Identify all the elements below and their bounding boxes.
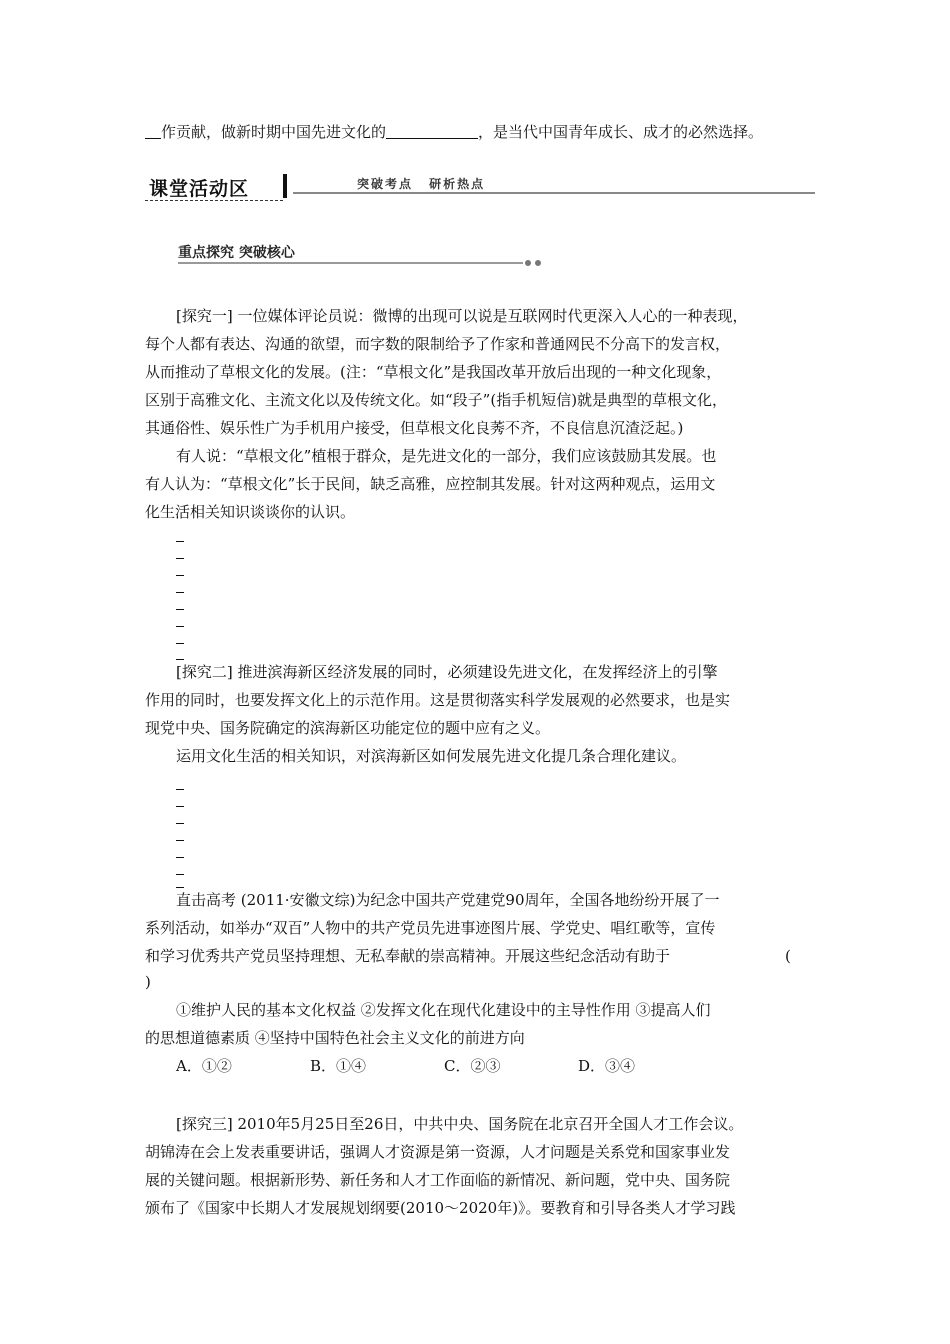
explore3-line: 胡锦涛在会上发表重要讲话，强调人才资源是第一资源，人才问题是关系党和国家事业发 (145, 1143, 731, 1161)
answer-blank-line[interactable] (176, 592, 184, 593)
explore1-line: 其通俗性、娱乐性广为手机用户接受，但草根文化良莠不齐，不良信息沉渣泛起。) (145, 419, 684, 437)
answer-blank-line[interactable] (176, 823, 184, 824)
section-subtitle: 突破考点 研析热点 (357, 177, 486, 191)
bullet-dot-icon (525, 260, 531, 266)
bullet-dot-icon (535, 260, 541, 266)
banner-divider (283, 174, 287, 198)
exam-line (145, 942, 815, 970)
exam-line: 系列活动，如举办“双百”人物中的共产党员先进事迹图片展、学党史、唱红歌等，宣传 (145, 919, 716, 937)
option-d[interactable]: D．③④ (578, 1057, 636, 1075)
exam-statement: 的思想道德素质 ④坚持中国特色社会主义文化的前进方向 (145, 1029, 525, 1047)
explore3-line: 颁布了《国家中长期人才发展规划纲要(2010～2020年)》。要教育和引导各类人才学习践 (145, 1199, 736, 1217)
explore1-question-line: 化生活相关知识谈谈你的认识。 (145, 503, 356, 521)
top-line-suffix: ，是当代中国青年成长、成才的必然选择。 (478, 123, 764, 141)
banner-underline (145, 200, 283, 201)
answer-blank-line[interactable] (176, 789, 184, 790)
section-title: 课堂活动区 (149, 178, 250, 200)
answer-paren-open[interactable]: ( (785, 947, 791, 965)
sub-heading (178, 240, 548, 270)
option-b[interactable]: B．①④ (310, 1057, 367, 1075)
option-c[interactable]: C．②③ (444, 1057, 501, 1075)
answer-blank-line[interactable] (176, 643, 184, 644)
sub-heading-rule (178, 262, 523, 264)
top-line-prefix: 作贡献，做新时期中国先进文化的 (161, 123, 387, 141)
explore1-line: [探究一] 一位媒体评论员说：微博的出现可以说是互联网时代更深入人心的一种表现， (176, 307, 748, 325)
explore3-line: [探究三] 2010年5月25日至26日，中共中央、国务院在北京召开全国人才工作会议。 (176, 1115, 744, 1133)
explore1-question-line: 有人认为：“草根文化”长于民间，缺乏高雅，应控制其发展。针对这两种观点，运用文 (145, 475, 716, 493)
exam-line-text: 和学习优秀共产党员坚持理想、无私奉献的崇高精神。开展这些纪念活动有助于 (145, 947, 671, 965)
explore1-line: 区别于高雅文化、主流文化以及传统文化。如“段子”(指手机短信)就是典型的草根文化， (145, 391, 728, 409)
answer-blank-line[interactable] (176, 558, 184, 559)
top-line (145, 118, 815, 146)
answer-blank-line[interactable] (176, 541, 184, 542)
answer-paren-close: ) (145, 973, 151, 991)
explore1-line: 从而推动了草根文化的发展。(注：“草根文化”是我国改革开放后出现的一种文化现象， (145, 363, 722, 381)
leading-blank[interactable] (145, 122, 161, 139)
option-a[interactable]: A．①② (176, 1057, 232, 1075)
explore2-line: 现党中央、国务院确定的滨海新区功能定位的题中应有之义。 (145, 719, 551, 737)
banner-rule (293, 192, 815, 194)
explore1-question-line: 有人说：“草根文化”植根于群众，是先进文化的一部分，我们应该鼓励其发展。也 (176, 447, 717, 465)
section-banner (145, 170, 815, 206)
answer-blank[interactable] (386, 122, 478, 139)
exam-line: 直击高考 (2011·安徽文综)为纪念中国共产党建党90周年，全国各地纷纷开展了一 (176, 891, 720, 909)
answer-blank-line[interactable] (176, 806, 184, 807)
explore1-line: 每个人都有表达、沟通的欲望，而字数的限制给予了作家和普通网民不分高下的发言权， (145, 335, 731, 353)
explore2-line: [探究二] 推进滨海新区经济发展的同时，必须建设先进文化，在发挥经济上的引擎 (176, 663, 718, 681)
answer-blank-line[interactable] (176, 609, 184, 610)
sub-heading-text: 重点探究 突破核心 (178, 245, 295, 261)
answer-blank-line[interactable] (176, 626, 184, 627)
explore3-line: 展的关键问题。根据新形势、新任务和人才工作面临的新情况、新问题，党中央、国务院 (145, 1171, 731, 1189)
answer-blank-line[interactable] (176, 840, 184, 841)
answer-blank-line[interactable] (176, 575, 184, 576)
answer-blank-line[interactable] (176, 874, 184, 875)
exam-statement: ①维护人民的基本文化权益 ②发挥文化在现代化建设中的主导性作用 ③提高人们 (176, 1001, 711, 1019)
explore2-question: 运用文化生活的相关知识，对滨海新区如何发展先进文化提几条合理化建议。 (176, 747, 687, 765)
answer-blank-line[interactable] (176, 857, 184, 858)
explore2-line: 作用的同时，也要发挥文化上的示范作用。这是贯彻落实科学发展观的必然要求，也是实 (145, 691, 731, 709)
